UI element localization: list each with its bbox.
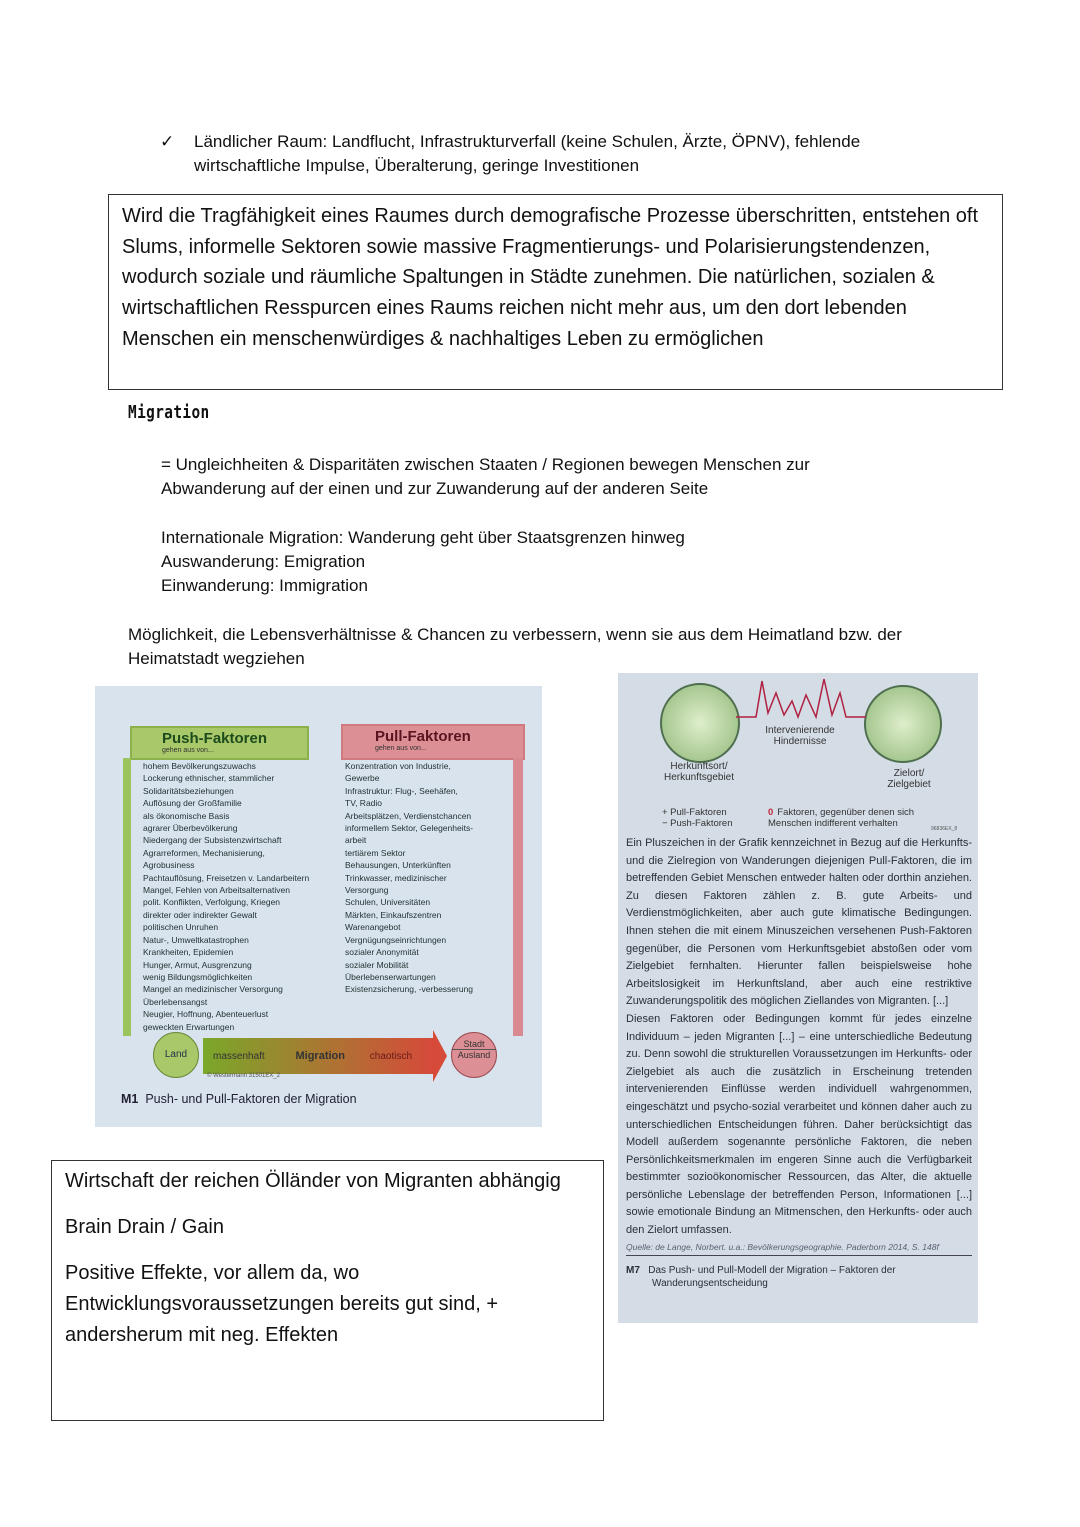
origin-label: Herkunftsort/ Herkunftsgebiet xyxy=(663,761,735,783)
factor-item: Infrastruktur: Flug-, Seehäfen, xyxy=(345,785,458,796)
push-arrow xyxy=(123,758,131,1036)
factor-item: Auflösung der Großfamilie xyxy=(143,798,242,809)
factor-item: Märkten, Einkaufszentren xyxy=(345,909,442,920)
factor-item: Solidaritätsbeziehungen xyxy=(143,785,234,796)
factor-item: agrarer Überbevölkerung xyxy=(143,823,238,834)
push-pull-model-figure: Intervenierende Hindernisse Herkunftsort/ Herkunftsgebiet Zielort/ Zielgebiet + Pull-Faktoren − Push-Faktoren 0 Faktoren, gegenüber denen sich Menschen indifferent verhalten 96836EX_8 Ein Pluszeichen in der Grafik kennzeichnet in Bezug auf die Herkunfts- und die Zielregion von Wanderungen diejenigen Pull-Faktoren, die im betreffenden Gebiet Menschen entweder halten oder dorthin anziehen. Zu diesen Faktoren zählen z. B. gute Arbeits- und Verdienstmöglichkeiten, aber auch gute klimatische Bedingungen. Ihnen stehen die mit einem Minuszeichen versehenen Push-Faktoren gegenüber, die Personen vom Herkunftsgebiet abstoßen oder vom Zielgebiet fernhalten. Hierunter fallen beispielsweise hohe Arbeitslosigkeit im Herkunftsland, aber auch eine restriktive Zuwanderungspolitik des möglichen Ziellandes von Migranten. [...] Diesen Faktoren oder Bedingungen kommt für jedes einzelne Individuum – jeden Migranten [...] – eine unterschiedliche Bedeutung zu. Denn sowohl die strukturellen Voraussetzungen im Herkunfts- oder Zielgebiet als auch die zusätzlich in Erscheinung tretenden intervenierenden Einflüsse werden individuell wahrgenommen, eingeschätzt und psycho-sozial verarbeitet und können daher auch zu unterschiedlichen Entscheidungen führen. Daher berücksichtigt das Modell außerdem sogenannte persönliche Faktoren, die neben Persönlichkeitsmerkmalen im engeren Sinne auch die Verfügbarkeit bestimmter sozioökonomischer Ressourcen, das Alter, die aktuelle persönliche Lebenslage der betreffenden Person, Informationen [...] sowie emotionale Bindung an Mitmenschen, den Herkunfts- oder auch den Zielort umfassen. Quelle: de Lange, Norbert. u.a.: Bevölkerungsgeographie. Paderborn 2014, S. 148f M7 Das Push- und Pull-Modell der Migration – Faktoren der Wanderungsentscheidung xyxy=(618,673,978,1323)
migration-heading: Migration xyxy=(128,402,210,423)
factor-item: als ökonomische Basis xyxy=(143,810,230,821)
push-header: Push-Faktoren gehen aus von... xyxy=(130,726,309,760)
factor-item: Lockerung ethnischer, stammlicher xyxy=(143,773,275,784)
factor-item: TV, Radio xyxy=(345,798,383,809)
migration-types: Internationale Migration: Wanderung geht über Staatsgrenzen hinweg Auswanderung: Emigration Einwanderung: Immigration xyxy=(161,528,685,595)
city-abroad-circle: Stadt Ausland xyxy=(451,1032,497,1078)
factor-item: Behausungen, Unterkünften xyxy=(345,860,451,871)
factor-item: Krankheiten, Epidemien xyxy=(143,947,234,958)
carrying-capacity-box: Wird die Tragfähigkeit eines Raumes durch demografische Prozesse überschritten, entstehen oft Slums, informelle Sektoren sowie massive Fragmentierungs- und Polarisierungstendenzen, wodurch soziale und räumliche Spaltungen in Städte zunehmen. Die natürlichen, sozialen & wirtschaftlichen Resspurcen eines Raums reichen nicht mehr aus, um den dort lebenden Menschen ein menschenwürdiges & nachhaltiges Leben zu ermöglichen xyxy=(108,194,1003,390)
factor-item: Arbeitsplätzen, Verdienstchancen xyxy=(345,810,472,821)
effects-box: Wirtschaft der reichen Ölländer von Migranten abhängig Brain Drain / Gain Positive Effekte, vor allem da, wo Entwicklungsvoraussetzungen bereits gut sind, + andersherum mit neg. Effekten xyxy=(51,1160,604,1421)
legend-push-pull: + Pull-Faktoren − Push-Faktoren xyxy=(662,807,733,829)
factor-item: sozialer Anonymität xyxy=(345,947,419,958)
factor-item: Niedergang der Subsistenzwirtschaft xyxy=(143,835,282,846)
copyright: © Westermann 31501EX_2 xyxy=(207,1073,281,1079)
document-page: ✓ Ländlicher Raum: Landflucht, Infrastrukturverfall (keine Schulen, Ärzte, ÖPNV), fehlende wirtschaftliche Impulse, Überalterung, geringe Investitionen Wird die Tragfähigkeit eines Raumes durch demografische Prozesse überschritten, entstehen oft Slums, informelle Sektoren sowie massive Fragmentierungs- und Polarisierungstendenzen, wodurch soziale und räumliche Spaltungen in Städte zunehmen. Die natürlichen, sozialen & wirtschaftlichen Resspurcen eines Raums reichen nicht mehr aus, um den dort lebenden Menschen ein menschenwürdiges & nachhaltiges Leben zu ermöglichen Migration = Ungleichheiten & Disparitäten zwischen Staaten / Regionen bewegen Menschen zur Abwanderung auf der einen und zur Zuwanderung auf der anderen Seite Internationale Migration: Wanderung geht über Staatsgrenzen hinweg Auswanderung: Emigration Einwanderung: Immigration Möglichkeit, die Lebensverhältnisse & Chancen zu verbessern, wenn sie aus dem Heimatland bzw. der Heimatstadt wegziehen Push-Faktoren gehen aus von... Pull-Faktoren gehen aus von... hohem Bevölkerungszuwachs Lockerung ethnischer, stammlicher Solidaritätsbeziehungen Auflösung der Großfamilie als ökonomische Basis agrarer Überbevölkerung Niedergang der Subsistenzwirtschaft Agrarreformen, Mechanisierung, Agrobusiness Pachtauflösung, Freisetzen v. Landarbeitern Mangel, Fehlen von Arbeitsalternativen polit. Konflikten, Verfolgung, Kriegen direkter oder indirekter Gewalt politischen Unruhen Natur-, Umweltkatastrophen Krankheiten, Epidemien Hunger, Armut, Ausgrenzung wenig Bildungsmöglichkeiten Mangel an medizinischer Versorgung Überlebensangst Neugier, Hoffnung, Abenteuerlust geweckten Erwartungen Konzentration von Industrie, Gewerbe Infrastruktur: Flug-, Seehäfen, TV, Radio Arbeitsplätzen, Verdienstchancen informellem Sektor, Gelegenheits- arbeit tertiärem Sektor Behausungen, Unterkünften Trinkwasser, medizinischer Versorgung Schulen, Universitäten Märkten, Einkaufszentren Warenangebot Vergnügungseinrichtungen sozialer Anonymität sozialer Mobilität Überlebenserwartungen Existenzsicherung, -verbesserung Land massenhaft Migration chaotisch Stadt Ausland © Westermann 31501EX_2 M1 Push- und Pull-Faktoren der Migration Intervenierende Hindernisse Herkunftsort/ Herkunftsgebiet Zielort/ Zielgebiet + Pull-Faktoren − Push-Faktoren 0 Faktoren, gegenüber denen sich Menschen indifferent verhalten 96836EX_8 Ein Pluszeichen in der Grafik kennzeichnet in Bezug auf die Herkunfts- und die Zielregion von Wanderungen diejenigen Pull-Faktoren, die im betreffenden Gebiet Menschen entweder halten oder dorthin anziehen. Zu diesen Faktoren zählen z. B. gute Arbeits- und Verdienstmöglichkeiten, aber auch gute klimatische Bedingungen. Ihnen stehen die mit einem Minuszeichen versehenen Push-Faktoren gegenüber, die Personen vom Herkunftsgebiet abstoßen oder vom Zielgebiet fernhalten. Hierunter fallen beispielsweise hohe Arbeitslosigkeit im Herkunftsland, aber auch eine restriktive Zuwanderungspolitik des möglichen Ziellandes von Migranten. [...] Diesen Faktoren oder Bedingungen kommt für jedes einzelne Individuum – jeden Migranten [...] – eine unterschiedliche Bedeutung zu. Denn sowohl die strukturellen Voraussetzungen im Herkunfts- oder Zielgebiet als auch die zusätzlich in Erscheinung tretenden intervenierenden Einflüsse werden individuell wahrgenommen, eingeschätzt und psycho-sozial verarbeitet und können daher auch zu unterschiedlichen Entscheidungen führen. Daher berücksichtigt das Modell außerdem sogenannte persönliche Faktoren, die neben Persönlichkeitsmerkmalen im engeren Sinne auch die Verfügbarkeit bestimmter sozioökonomischer Ressourcen, das Alter, die aktuelle persönliche Lebenslage der betreffenden Person, Informationen [...] sowie emotionale Bindung an Mitmenschen, den Herkunfts- oder auch den Zielort umfassen. Quelle: de Lange, Norbert. u.a.: Bevölkerungsgeographie. Paderborn 2014, S. 148f M7 Das Push- und Pull-Modell der Migration – Faktoren der Wanderungsentscheidung Wirtschaft der reichen Ölländer von Migranten abhängig Brain Drain / Gain Positive Effekte, vor allem da, wo Entwicklungsvoraussetzungen bereits gut sind, + andersherum mit neg. Effekten xyxy=(0,0,1080,1527)
destination-label: Zielort/ Zielgebiet xyxy=(887,768,931,790)
m7-caption: M7 Das Push- und Pull-Modell der Migration – Faktoren der Wanderungsentscheidung xyxy=(626,1264,896,1289)
factor-item: Agrarreformen, Mechanisierung, xyxy=(143,847,265,858)
factor-item: Konzentration von Industrie, xyxy=(345,761,451,771)
factor-item: politischen Unruhen xyxy=(143,922,219,933)
factor-item: direkter oder indirekter Gewalt xyxy=(143,909,257,920)
factor-item: Überlebensangst xyxy=(143,996,208,1007)
factor-item: polit. Konflikten, Verfolgung, Kriegen xyxy=(143,897,281,908)
check-icon: ✓ xyxy=(160,132,175,151)
factor-item: arbeit xyxy=(345,835,367,846)
factor-item: tertiärem Sektor xyxy=(345,847,406,858)
factor-item: sozialer Mobilität xyxy=(345,959,409,970)
factor-item: Gewerbe xyxy=(345,773,380,784)
factor-item: Überlebenserwartungen xyxy=(345,971,436,982)
factor-item: Hunger, Armut, Ausgrenzung xyxy=(143,959,252,970)
migration-arrow: massenhaft Migration chaotisch xyxy=(203,1038,433,1074)
factor-item: Mangel, Fehlen von Arbeitsalternativen xyxy=(143,885,290,896)
migration-definition: = Ungleichheiten & Disparitäten zwischen Staaten / Regionen bewegen Menschen zur Abwanderung auf der einen und zur Zuwanderung auf der anderen Seite xyxy=(161,455,810,498)
push-factor-list xyxy=(143,760,309,1033)
factor-item: Trinkwasser, medizinischer xyxy=(345,872,447,883)
land-circle: Land xyxy=(153,1032,199,1078)
legend-indifferent: 0 Faktoren, gegenüber denen sich Menschen indifferent verhalten xyxy=(768,807,915,829)
source-citation: Quelle: de Lange, Norbert. u.a.: Bevölkerungsgeographie. Paderborn 2014, S. 148f xyxy=(626,1242,972,1256)
factor-item: Mangel an medizinischer Versorgung xyxy=(143,984,283,995)
pull-arrow xyxy=(513,758,523,1036)
factor-item: Pachtauflösung, Freisetzen v. Landarbeitern xyxy=(143,872,310,883)
factor-item: geweckten Erwartungen xyxy=(143,1021,235,1032)
destination-circle xyxy=(864,685,942,763)
factor-item: Schulen, Universitäten xyxy=(345,897,431,908)
factor-item: Agrobusiness xyxy=(143,860,195,871)
m1-caption: M1 Push- und Pull-Faktoren der Migration xyxy=(121,1092,357,1106)
arrow-head xyxy=(433,1030,447,1082)
factor-item: Versorgung xyxy=(345,885,389,896)
factor-item: Vergnügungseinrichtungen xyxy=(345,934,447,945)
push-pull-figure xyxy=(95,686,542,1127)
factor-item: Existenzsicherung, -verbesserung xyxy=(345,984,474,995)
pull-factor-list xyxy=(345,760,473,996)
pull-header: Pull-Faktoren gehen aus von... xyxy=(341,724,525,760)
model-description: Ein Pluszeichen in der Grafik kennzeichnet in Bezug auf die Herkunfts- und die Zielregion von Wanderungen diejenigen Pull-Faktoren, die im betreffenden Gebiet Menschen entweder halten oder dorthin anziehen. Zu diesen Faktoren zählen z. B. gute Arbeits- und Verdienstmöglichkeiten, aber auch gute klimatische Bedingungen. Ihnen stehen die mit einem Minuszeichen versehenen Push-Faktoren gegenüber, die Personen vom Herkunftsgebiet abstoßen oder vom Zielgebiet fernhalten. Hierunter fallen beispielsweise hohe Arbeitslosigkeit im Herkunftsland, aber auch eine restriktive Zuwanderungspolitik des möglichen Ziellandes von Migranten. [...] Diesen Faktoren oder Bedingungen kommt für jedes einzelne Individuum – jeden Migranten [...] – eine unterschiedliche Bedeutung zu. Denn sowohl die strukturellen Voraussetzungen im Herkunfts- oder Zielgebiet als auch die zusätzlich in Erscheinung tretenden intervenierenden Einflüsse werden individuell wahrgenommen, eingeschätzt und psycho-sozial verarbeitet und können daher auch zu unterschiedlichen Entscheidungen führen. Daher berücksichtigt das Modell außerdem sogenannte persönliche Faktoren, die neben Persönlichkeitsmerkmalen im engeren Sinne auch die Verfügbarkeit bestimmter sozioökonomischer Ressourcen, das Alter, die aktuelle persönliche Lebenslage der betreffenden Person, Informationen [...] sowie emotionale Bindung an Mitmenschen, den Herkunfts- oder auch den Zielort umfassen. Quelle: de Lange, Norbert. u.a.: Bevölkerungsgeographie. Paderborn 2014, S. 148f M7 Das Push- und Pull-Modell der Migration – Faktoren der Wanderungsentscheidung xyxy=(626,837,972,1289)
factor-item: informellem Sektor, Gelegenheits- xyxy=(345,823,474,834)
obstacles-label: Intervenierende Hindernisse xyxy=(765,725,835,747)
migration-chance: Möglichkeit, die Lebensverhältnisse & Chancen zu verbessern, wenn sie aus dem Heimatland bzw. der Heimatstadt wegziehen xyxy=(128,625,902,668)
origin-circle xyxy=(660,683,740,763)
factor-item: Warenangebot xyxy=(345,922,401,933)
factor-item: hohem Bevölkerungszuwachs xyxy=(143,761,256,771)
obstacles-peaks xyxy=(736,673,866,723)
factor-item: Natur-, Umweltkatastrophen xyxy=(143,934,249,945)
factor-item: wenig Bildungsmöglichkeiten xyxy=(143,971,253,982)
factor-item: Neugier, Hoffnung, Abenteuerlust xyxy=(143,1009,269,1020)
